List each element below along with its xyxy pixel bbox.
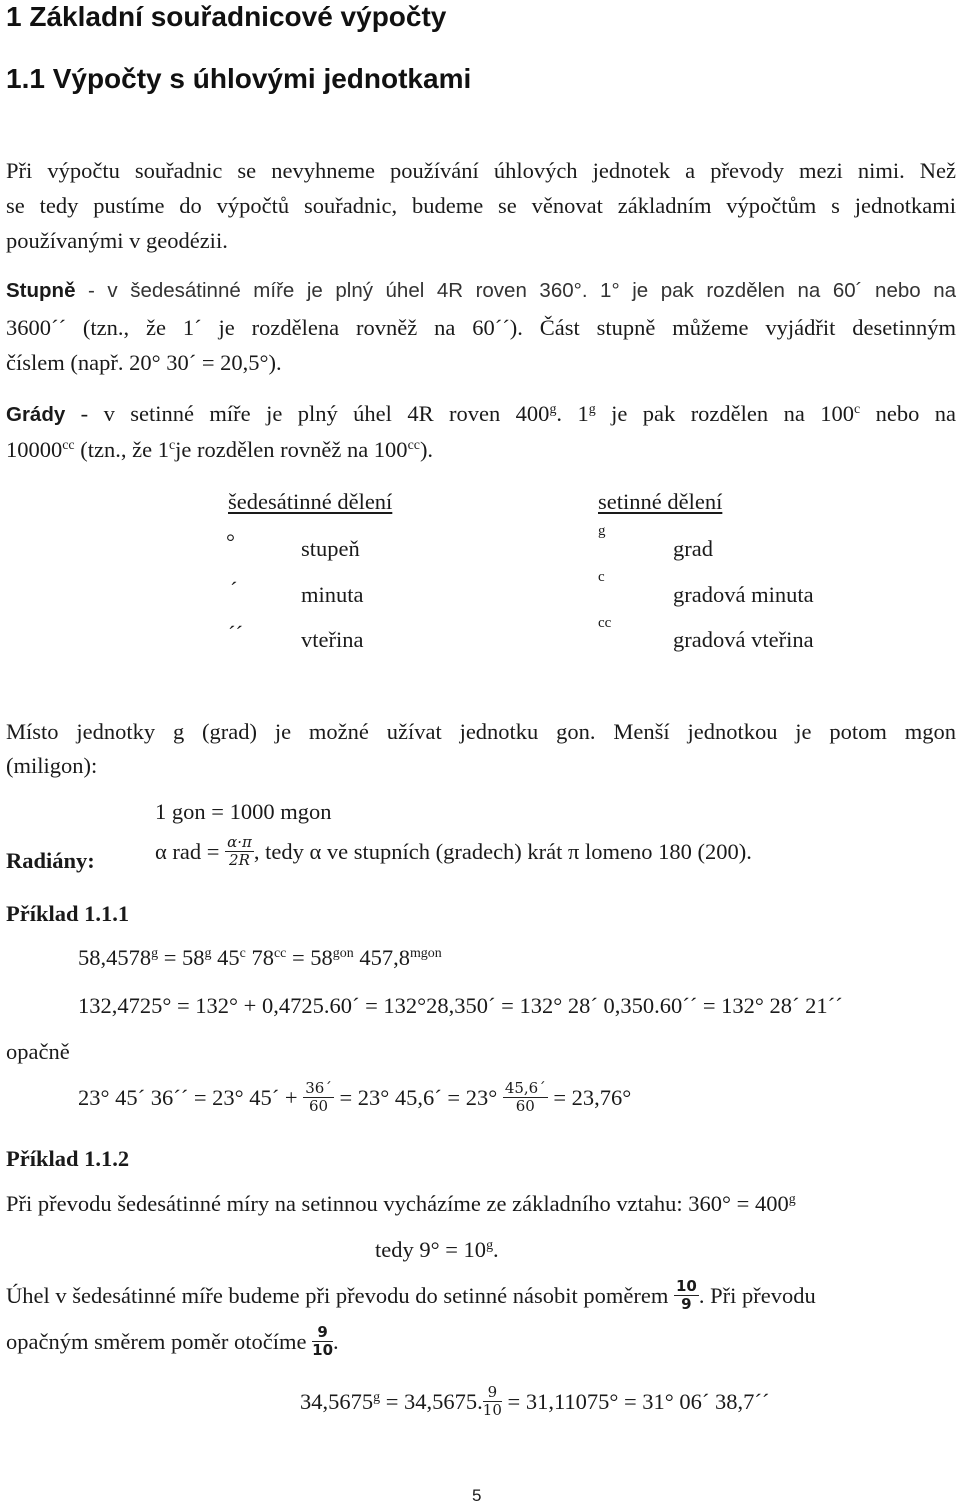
section-heading: 1.1 Výpočty s úhlovými jednotkami [6, 63, 472, 94]
minute-symbol: ´ [230, 577, 238, 602]
example-2-line-1 [6, 1190, 796, 1217]
eq-text: . [493, 1237, 499, 1262]
unit-name: gradová minuta [673, 582, 814, 607]
eq-text: = 31,11075° = 31° 06´ 38,7´´ [501, 1388, 770, 1414]
eq-sup: g [151, 945, 159, 961]
grady-sup: c [168, 437, 176, 453]
formula-text: α rad = [155, 838, 226, 864]
ratio-fraction [674, 1278, 699, 1314]
grad-symbol: g [598, 523, 606, 539]
unit-name: grad [673, 536, 713, 561]
eq-text: 23° 45´ 36´´ = 23° 45´ + [78, 1084, 304, 1110]
eq-text: 78 [245, 945, 274, 970]
example-2-equation-1 [375, 1236, 499, 1263]
opacne-label: opačně [6, 1039, 70, 1064]
sexagesimal-header: šedesátinné dělení [228, 489, 393, 514]
fraction-denominator: 10 [482, 1401, 502, 1420]
stupne-label: Stupně [6, 279, 76, 302]
page-number: 5 [472, 1486, 482, 1505]
fraction-denominator: 60 [515, 1097, 535, 1116]
eq-sup: cc [273, 945, 287, 961]
eq-sup: gon [332, 945, 354, 961]
example-2-title: Příklad 1.1.2 [6, 1146, 130, 1171]
eq-text: = 23,76° [547, 1084, 632, 1110]
intro-line-3: používanými v geodézii. [6, 228, 228, 253]
text: opačným směrem poměr otočíme [6, 1328, 313, 1354]
grady-text: 10000 [6, 437, 63, 462]
text: Úhel v šedesátinné míře budeme při převodu do setinné násobit poměrem [6, 1282, 674, 1308]
fraction-denominator: 2R [229, 851, 250, 870]
stupne-text-1: - v šedesátinné míře je plný úhel 4R roven 360°. 1° je pak rozdělen na 60´ nebo na [75, 279, 956, 302]
fraction-denominator: 10 [312, 1341, 334, 1360]
grady-text: - v setinné míře je plný úhel 4R roven 400 [65, 401, 550, 426]
ratio-fraction [483, 1384, 502, 1420]
grady-sup: g [588, 401, 596, 417]
radiany-label: Radiány: [6, 848, 95, 873]
fraction-numerator: 9 [483, 1384, 502, 1402]
text: Při převodu šedesátinné míry na setinnou vycházíme ze základního vztahu: 360° = 400 [6, 1191, 789, 1216]
grady-text: . 1 [556, 401, 589, 426]
fraction-denominator: 60 [308, 1097, 329, 1116]
grady-sup: cc [407, 437, 420, 453]
fraction-numerator: 36´ [305, 1079, 332, 1097]
gon-line-2: (miligon): [6, 753, 98, 778]
text: . Při převodu [698, 1282, 816, 1308]
example-1-equation-1 [78, 944, 442, 971]
example-2-line-2 [6, 1277, 816, 1316]
grady-line-2 [6, 436, 956, 463]
grady-line-1 [6, 400, 956, 428]
eq-text: = 34,5675. [380, 1388, 483, 1414]
degree-symbol: ° [226, 529, 235, 554]
eq-text: 45 [211, 945, 240, 970]
example-1-title: Příklad 1.1.1 [6, 901, 130, 926]
radian-fraction [225, 834, 254, 870]
intro-line-2: se tedy pustíme do výpočtů souřadnic, budeme se věnovat základním výpočtům s jednotkami [6, 193, 956, 218]
radiany-formula [155, 833, 752, 872]
eq-text: 457,8 [353, 945, 410, 970]
grady-text: nebo na [860, 401, 956, 426]
eq-sup: c [239, 945, 246, 961]
eq-text: 58,4578 [78, 945, 152, 970]
centesimal-header: setinné dělení [598, 489, 723, 514]
gon-equation: 1 gon = 1000 mgon [155, 799, 332, 824]
eq-sup: g [788, 1191, 796, 1207]
stupne-line-1 [6, 279, 956, 304]
gon-line-1: Místo jednotky g (grad) je možné užívat jednotku gon. Menší jednotkou je potom mgon [6, 719, 956, 744]
fraction-numerator: α·π [227, 833, 252, 851]
second-symbol: ´´ [228, 621, 243, 646]
eq-text: tedy 9° = 10 [375, 1237, 487, 1262]
minutes-fraction [303, 1080, 334, 1116]
eq-text: = 58 [158, 945, 205, 970]
grad-minute-symbol: c [598, 569, 605, 585]
example-1-equation-2: 132,4725° = 132° + 0,4725.60´ = 132°28,350´ = 132° 28´ 0,350.60´´ = 132° 28´ 21´´ [78, 993, 843, 1018]
intro-line-1: Při výpočtu souřadnic se nevyhneme používání úhlových jednotek a převody mezi nimi. Než [6, 158, 956, 183]
fraction-numerator: 9 [312, 1324, 333, 1342]
minutes-fraction [503, 1080, 548, 1116]
fraction-numerator: 45,6´ [504, 1079, 546, 1097]
unit-name: stupeň [301, 536, 360, 561]
eq-text: = 58 [286, 945, 333, 970]
example-2-equation-2 [300, 1383, 770, 1422]
grady-text: (tzn., že 1 [74, 437, 169, 462]
unit-name: gradová vteřina [673, 627, 814, 652]
unit-name: vteřina [301, 627, 364, 652]
eq-text: 34,5675 [300, 1388, 374, 1414]
example-1-equation-3 [78, 1079, 632, 1118]
grady-text: je rozdělen rovněž na 100 [175, 437, 408, 462]
text: . [333, 1328, 339, 1354]
formula-text: , tedy α ve stupních (gradech) krát π lomeno 180 (200). [253, 838, 752, 864]
unit-name: minuta [301, 582, 364, 607]
eq-sup: g [204, 945, 212, 961]
grady-text: je pak rozdělen na 100 [595, 401, 854, 426]
grad-second-symbol: cc [598, 615, 612, 631]
grady-text: ). [419, 437, 434, 462]
grady-sup: g [549, 401, 557, 417]
grady-sup: c [853, 401, 861, 417]
fraction-numerator: 10 [675, 1277, 697, 1295]
eq-text: = 23° 45,6´ = 23° [333, 1084, 503, 1110]
ratio-fraction [312, 1324, 333, 1360]
grady-label: Grády [6, 403, 66, 426]
stupne-line-3: číslem (např. 20° 30´ = 20,5°). [6, 350, 282, 375]
eq-sup: g [486, 1237, 494, 1253]
example-2-line-3 [6, 1323, 339, 1362]
chapter-heading: 1 Základní souřadnicové výpočty [6, 1, 447, 32]
fraction-denominator: 9 [681, 1295, 692, 1314]
stupne-line-2: 3600´´ (tzn., že 1´ je rozdělena rovněž na 60´´). Část stupně můžeme vyjádřit desetinným [6, 315, 956, 340]
eq-sup: g [373, 1389, 381, 1405]
eq-sup: mgon [409, 945, 442, 961]
grady-sup: cc [62, 437, 75, 453]
